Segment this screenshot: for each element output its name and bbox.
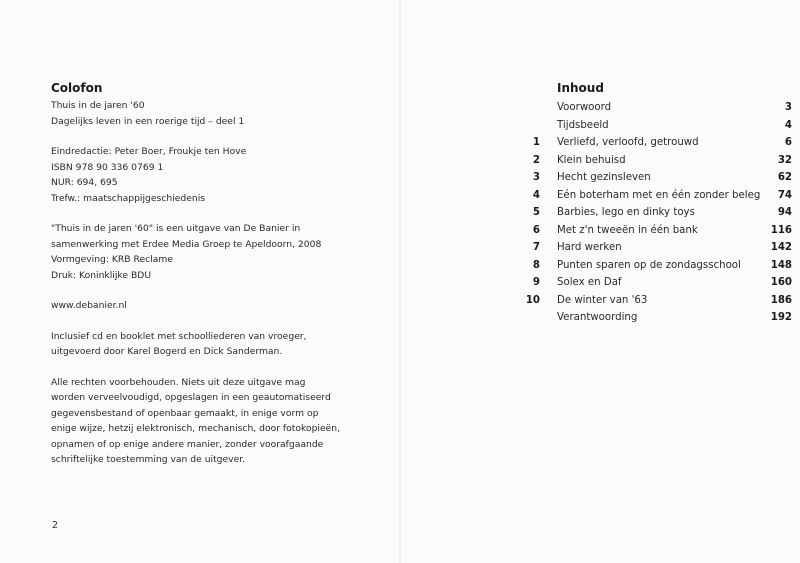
keywords: Trefw.: maatschappijgeschiedenis (51, 192, 206, 204)
cd-line: uitgevoerd door Karel Bogerd en Dick Sanderman. (51, 346, 283, 357)
toc-entry-chapter-4[interactable] (490, 187, 792, 205)
toc-chapter-number: 1 (532, 137, 540, 148)
rights-line: gegevensbestand of openbaar gemaakt, in enige vorm op (51, 407, 319, 419)
book-title: Thuis in de jaren '60 (51, 100, 145, 111)
toc-entry-chapter-1[interactable] (490, 134, 792, 152)
toc-title: Hard werken (557, 242, 622, 253)
toc-page-number: 160 (770, 277, 792, 288)
toc-chapter-number: 7 (532, 242, 540, 253)
toc-entry-chapter-8[interactable] (490, 257, 792, 275)
toc-entry-chapter-10[interactable] (490, 292, 792, 310)
toc-chapter-number: 3 (532, 172, 540, 183)
toc-title: Verantwoording (557, 312, 638, 323)
cd-line: Inclusief cd en booklet met schoolliederen van vroeger, (51, 330, 307, 342)
rights-line: enige wijze, hetzij elektronisch, mechanisch, door fotokopieën, (51, 423, 341, 434)
toc-title: Barbies, lego en dinky toys (557, 207, 695, 218)
toc-entry-chapter-3[interactable] (490, 169, 792, 187)
credits-block (51, 144, 391, 206)
toc-chapter-number: 6 (532, 224, 540, 236)
book-title-block (51, 98, 391, 129)
toc-entry-chapter-2[interactable] (490, 152, 792, 170)
toc-chapter-number: 8 (532, 259, 540, 271)
toc-page-number: 32 (777, 154, 792, 166)
book-subtitle: Dagelijks leven in een roerige tijd – deel 1 (51, 115, 245, 127)
toc-entry-chapter-7[interactable] (490, 239, 792, 257)
toc-page-number: 116 (770, 224, 792, 236)
toc-page-number: 6 (784, 137, 792, 148)
toc-entry-verantwoording[interactable] (490, 309, 792, 327)
toc-page-number: 192 (770, 312, 792, 323)
toc-chapter-number: 4 (532, 189, 540, 201)
isbn: ISBN 978 90 336 0769 1 (51, 161, 164, 173)
colofon-heading: Colofon (51, 81, 103, 95)
toc-page-number: 4 (784, 119, 792, 131)
toc-title: Verliefd, verloofd, getrouwd (557, 137, 699, 148)
print-credit: Druk: Koninklijke BDU (51, 269, 152, 281)
toc-page-number: 74 (777, 189, 792, 201)
toc-chapter-number: 5 (532, 207, 540, 218)
page-number: 2 (52, 520, 59, 531)
toc-page-number: 186 (770, 294, 792, 306)
toc-list (490, 99, 792, 327)
rights-block (51, 375, 391, 468)
colofon-page (51, 80, 391, 483)
toc-title: Klein behuisd (557, 154, 626, 166)
publisher-line: "Thuis in de jaren '60" is een uitgave van De Banier in (51, 223, 301, 234)
editors: Eindredactie: Peter Boer, Froukje ten Hove (51, 146, 247, 157)
publisher-line: samenwerking met Erdee Media Groep te Apeldoorn, 2008 (51, 238, 322, 250)
toc-page-number: 148 (770, 259, 792, 271)
rights-line: opnamen of op enige andere manier, zonder voorafgaande (51, 438, 324, 450)
publisher-block (51, 221, 391, 283)
toc-title: Punten sparen op de zondagsschool (557, 259, 741, 271)
toc-page-number: 94 (777, 207, 792, 218)
toc-entry-tijdsbeeld[interactable] (490, 117, 792, 135)
toc-page-number: 142 (770, 242, 792, 253)
rights-line: worden verveelvoudigd, opgeslagen in een geautomatiseerd (51, 392, 331, 403)
toc-page-number: 62 (777, 172, 792, 183)
toc-title: De winter van '63 (557, 294, 648, 306)
toc-title: Met z'n tweeën in één bank (557, 224, 698, 236)
page-fold (399, 0, 401, 563)
toc-title: Eén boterham met en één zonder beleg (557, 189, 761, 201)
toc-page-number: 3 (784, 102, 792, 113)
design-credit: Vormgeving: KRB Reclame (51, 254, 173, 265)
nur: NUR: 694, 695 (51, 177, 118, 188)
toc-chapter-number: 2 (532, 154, 540, 166)
cd-block (51, 329, 391, 360)
toc-chapter-number: 10 (525, 294, 540, 306)
toc-entry-chapter-5[interactable] (490, 204, 792, 222)
toc-chapter-number: 9 (532, 277, 540, 288)
rights-line: Alle rechten voorbehouden. Niets uit deze uitgave mag (51, 376, 306, 388)
toc-entry-chapter-9[interactable] (490, 274, 792, 292)
website-link[interactable]: www.debanier.nl (51, 300, 127, 311)
inhoud-heading: Inhoud (557, 81, 604, 95)
toc-entry-chapter-6[interactable] (490, 222, 792, 240)
rights-line: schriftelijke toestemming van de uitgever. (51, 454, 246, 465)
website-block (51, 298, 391, 314)
toc-entry-voorwoord[interactable] (490, 99, 792, 117)
toc-title: Hecht gezinsleven (557, 172, 651, 183)
toc-title: Tijdsbeeld (557, 119, 609, 131)
toc-title: Voorwoord (557, 102, 612, 113)
toc-title: Solex en Daf (557, 277, 622, 288)
